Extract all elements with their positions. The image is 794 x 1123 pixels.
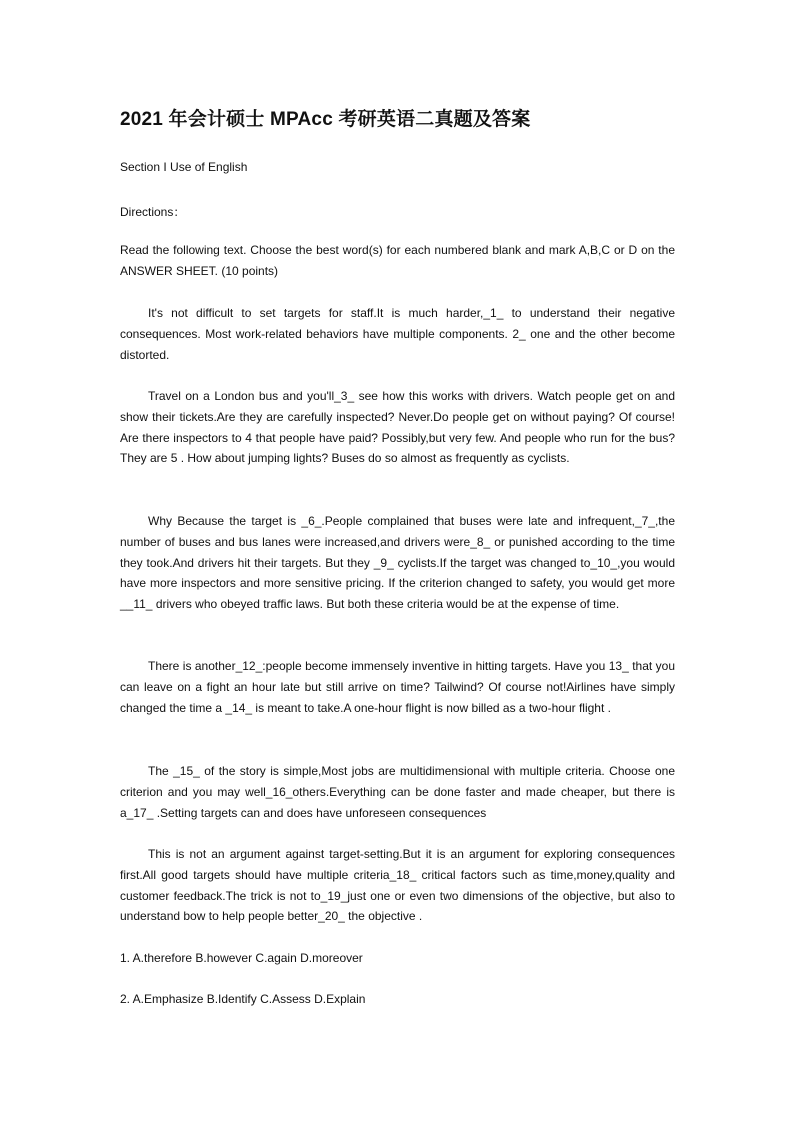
- passage-paragraph-2: Travel on a London bus and you'll_3_ see how this works with drivers. Watch people get on and show their tickets.Are they are carefully inspected? Never.Do people get on without paying? Of course! Are there inspectors to 4 that people have paid? Possibly,but very few. And people who run for the bus? They are 5 . How about jumping lights? Buses do so almost as frequently as cyclists.: [120, 389, 675, 466]
- passage-paragraph-5: The _15_ of the story is simple,Most jobs are multidimensional with multiple criteria. Choose one criterion and you may well_16_others.Everything can be done faster and made cheaper, but there is a_17_ .Setting targets can and does have unforeseen consequences: [120, 764, 675, 820]
- section-heading: Section I Use of English: [120, 160, 248, 174]
- passage-paragraph-6: This is not an argument against target-setting.But it is an argument for exploring consequences first.All good targets should have multiple criteria_18_ critical factors such as time,money,quality and customer feedback.The trick is not to_19_just one or even two dimensions of the objective, but also to understand bow to help people better_20_ the objective .: [120, 847, 675, 924]
- question-2: 2. A.Emphasize B.Identify C.Assess D.Explain: [120, 992, 366, 1006]
- document-title: 2021 年会计硕士 MPAcc 考研英语二真题及答案: [120, 109, 531, 130]
- passage-paragraph-3: Why Because the target is _6_.People complained that buses were late and infrequent,_7_,the number of buses and bus lanes were increased,and drivers were_8_ or punished according to the time they took.And drivers hit their targets. But they _9_ cyclists.If the target was changed to_10_,you would have more inspectors and more sensitive pricing. If the criterion changed to safety, you would get more __11_ drivers who obeyed traffic laws. But both these criteria would be at the expense of time.: [120, 514, 675, 612]
- directions-label: Directions：: [120, 205, 186, 219]
- question-1: 1. A.therefore B.however C.again D.moreover: [120, 951, 363, 965]
- passage-paragraph-1: It's not difficult to set targets for staff.It is much harder,_1_ to understand their negative consequences. Most work-related behaviors have multiple components. 2_ one and the other become distorted.: [120, 306, 675, 362]
- instructions-text: Read the following text. Choose the best word(s) for each numbered blank and mark A,B,C or D on the ANSWER SHEET. (10 points): [120, 243, 675, 278]
- passage-paragraph-4: There is another_12_:people become immensely inventive in hitting targets. Have you 13_ that you can leave on a fight an hour late but still arrive on time? Tailwind? Of course not!Airlines have simply changed the time a _14_ is meant to take.A one-hour flight is now billed as a two-hour flight .: [120, 659, 675, 715]
